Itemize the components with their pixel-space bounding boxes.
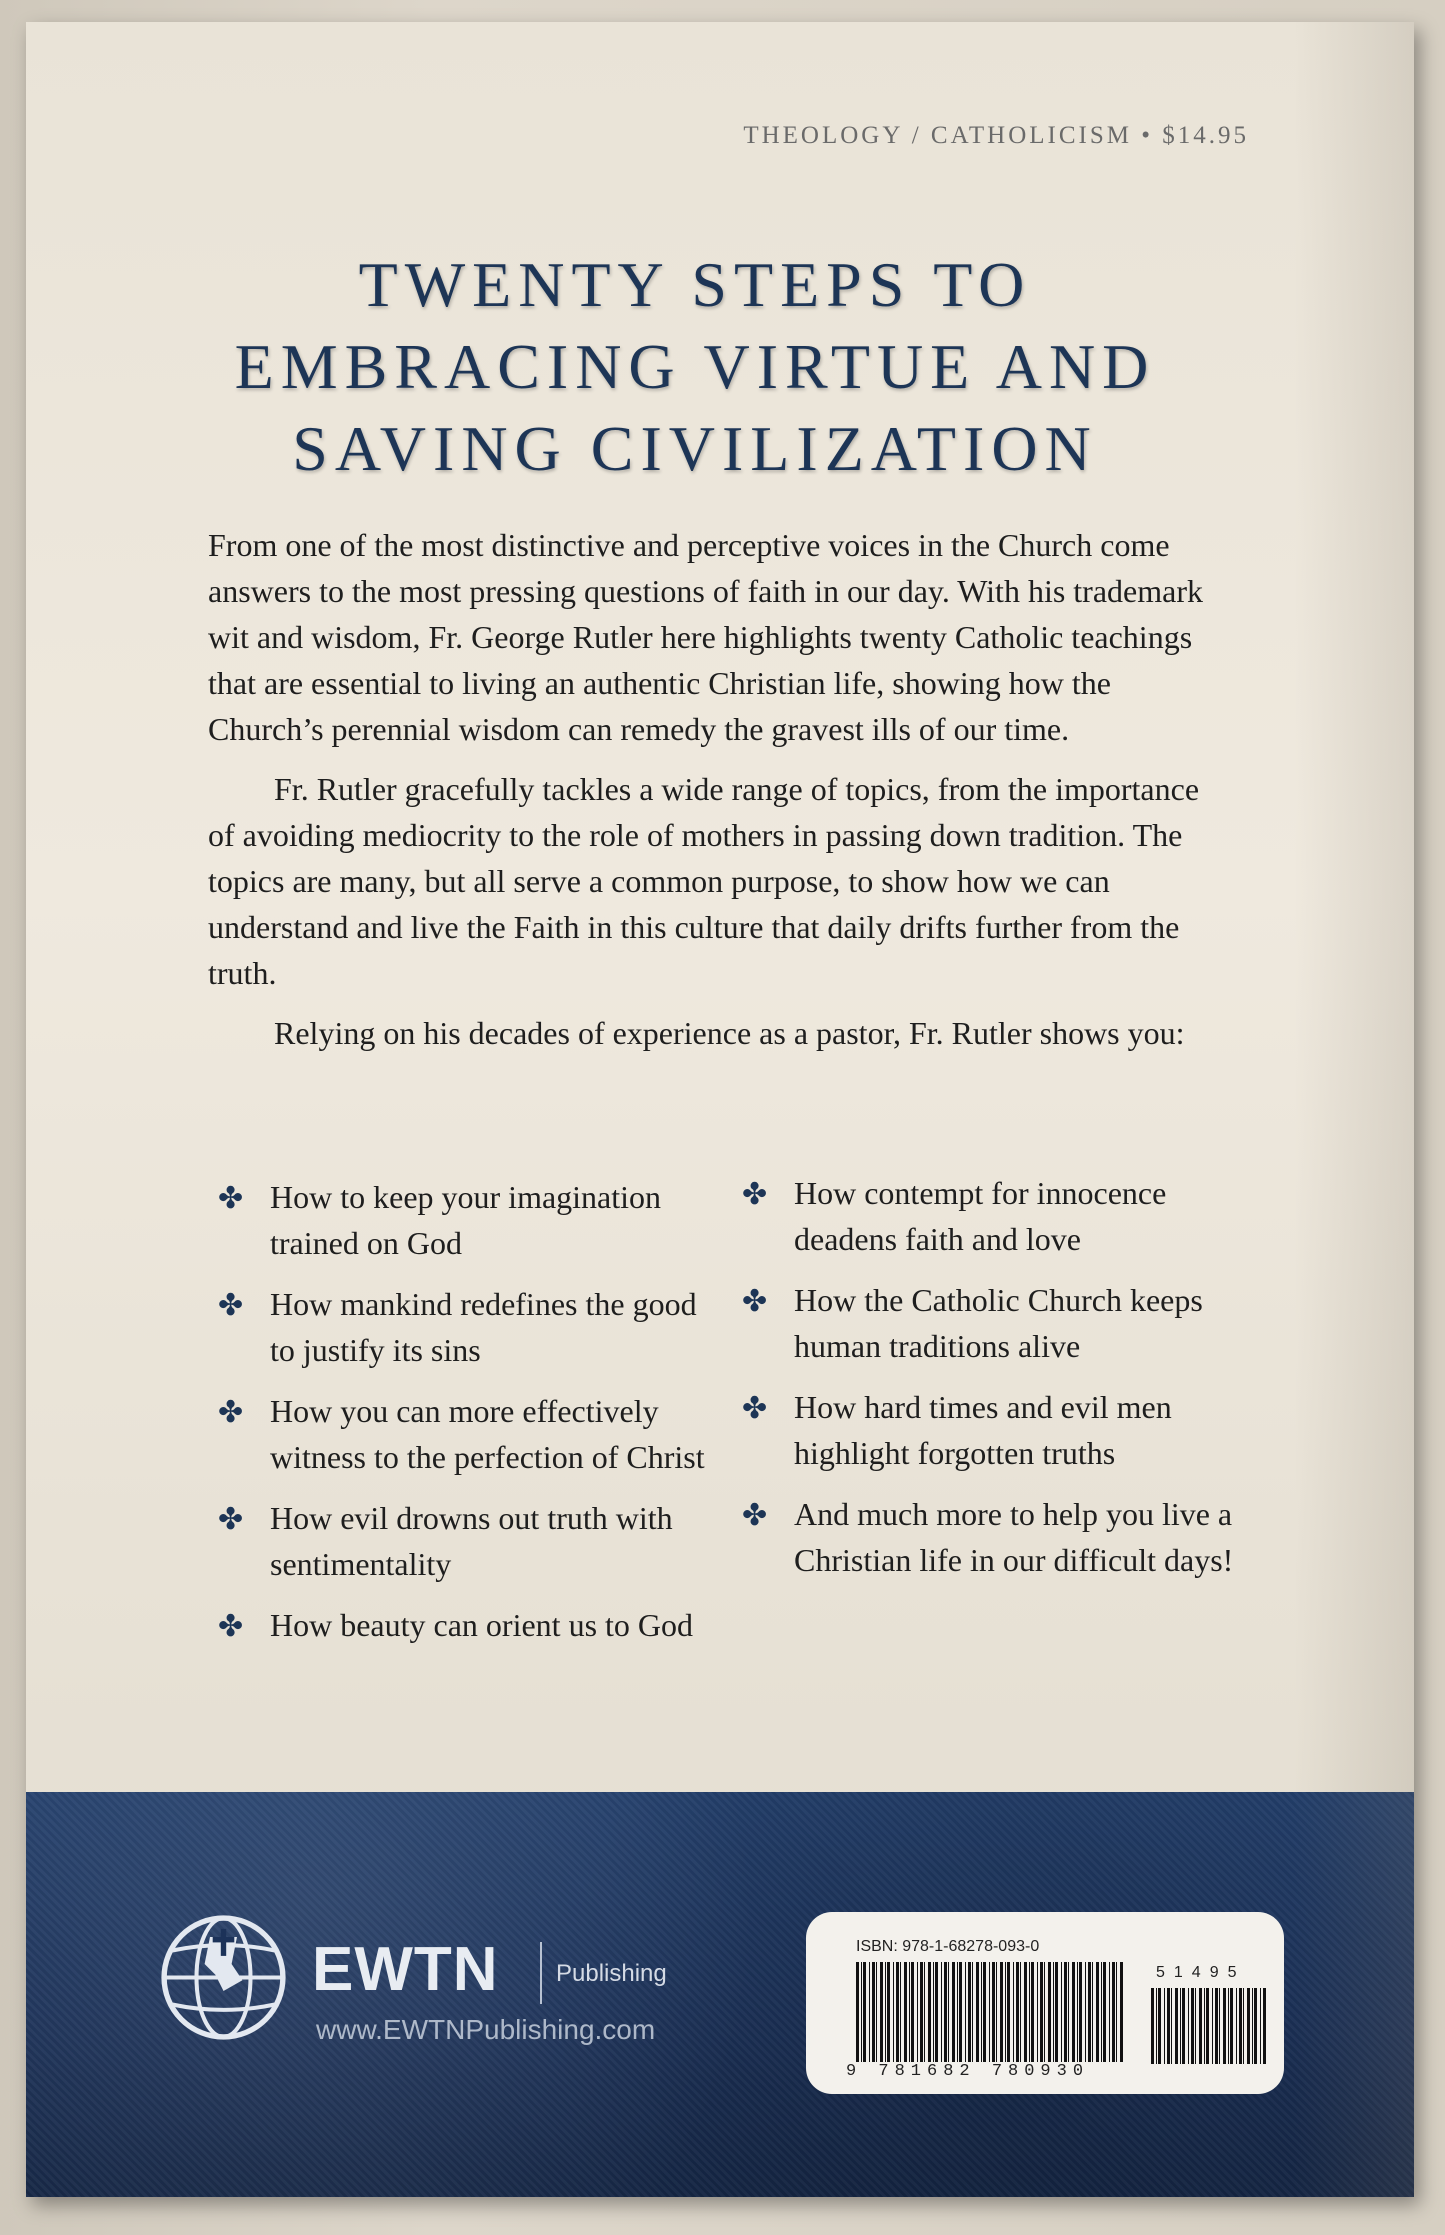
headline-line-3: SAVING CIVILIZATION — [292, 413, 1098, 484]
fleur-bullet-icon: ✤ — [218, 1610, 244, 1643]
list-item: ✤ How you can more effectively witness to the perfection of Christ — [214, 1388, 714, 1480]
list-item: ✤ And much more to help you live a Christian life in our difficult days! — [738, 1491, 1238, 1583]
fleur-bullet-icon: ✤ — [218, 1396, 244, 1429]
headline-line-2: EMBRACING VIRTUE AND — [234, 331, 1156, 402]
fleur-bullet-icon: ✤ — [742, 1285, 768, 1318]
paragraph-2: Fr. Rutler gracefully tackles a wide range of topics, from the importance of avoiding mediocrity to the role of mothers in passing down tradition. The topics are many, but all serve a common purpose, to show how we can understand and live the Faith in this culture that daily drifts further from the truth. — [208, 771, 1200, 991]
barcode-digits: 9 781682 780930 — [846, 2062, 1090, 2081]
fleur-bullet-icon: ✤ — [218, 1182, 244, 1215]
list-item: ✤ How beauty can orient us to God — [214, 1602, 714, 1648]
category-price-line: THEOLOGY / CATHOLICISM • $14.95 — [743, 122, 1249, 149]
barcode-bars-icon — [856, 1962, 1126, 2062]
list-item: ✤ How contempt for innocence deadens faith and love — [738, 1170, 1238, 1262]
paragraph-1: From one of the most distinctive and perceptive voices in the Church come answers to the most pressing questions of faith in our day. With his trademark wit and wisdom, Fr. George Rutler here highlights twenty Catholic teachings that are essential to living an authentic Christian life, showing how the Church’s perennial wisdom can remedy the gravest ills of our time. — [208, 527, 1203, 747]
fleur-bullet-icon: ✤ — [742, 1499, 768, 1532]
fleur-bullet-icon: ✤ — [742, 1178, 768, 1211]
headline-line-1: TWENTY STEPS TO — [358, 249, 1032, 320]
barcode-label — [806, 1912, 1284, 2094]
cover-headline — [26, 244, 1414, 490]
ewtn-globe-logo-icon — [156, 1910, 291, 2045]
price-code: 51495 — [1156, 1964, 1246, 1981]
fleur-bullet-icon: ✤ — [742, 1392, 768, 1425]
bullet-list-left — [214, 1174, 714, 1663]
list-item: ✤ How mankind redefines the good to justify its sins — [214, 1281, 714, 1373]
list-item: ✤ How evil drowns out truth with sentimentality — [214, 1495, 714, 1587]
barcode-addon-bars-icon — [1151, 1988, 1266, 2064]
paragraph-3: Relying on his decades of experience as a pastor, Fr. Rutler shows you: — [274, 1015, 1185, 1051]
book-back-cover — [26, 22, 1414, 2197]
publisher-logo-wordmark: EWTN — [312, 1935, 499, 2004]
fleur-bullet-icon: ✤ — [218, 1289, 244, 1322]
publisher-division: Publishing — [556, 1960, 667, 1987]
list-item: ✤ How hard times and evil men highlight forgotten truths — [738, 1384, 1238, 1476]
description — [208, 522, 1218, 1070]
publisher-footer-band — [26, 1792, 1414, 2197]
publisher-url: www.EWTNPublishing.com — [316, 2014, 656, 2045]
bullet-list-right — [738, 1170, 1238, 1598]
fleur-bullet-icon: ✤ — [218, 1503, 244, 1536]
list-item: ✤ How the Catholic Church keeps human traditions alive — [738, 1277, 1238, 1369]
list-item: ✤ How to keep your imagination trained on God — [214, 1174, 714, 1266]
isbn-text: ISBN: 978-1-68278-093-0 — [856, 1938, 1040, 1955]
logo-divider — [540, 1942, 542, 2004]
